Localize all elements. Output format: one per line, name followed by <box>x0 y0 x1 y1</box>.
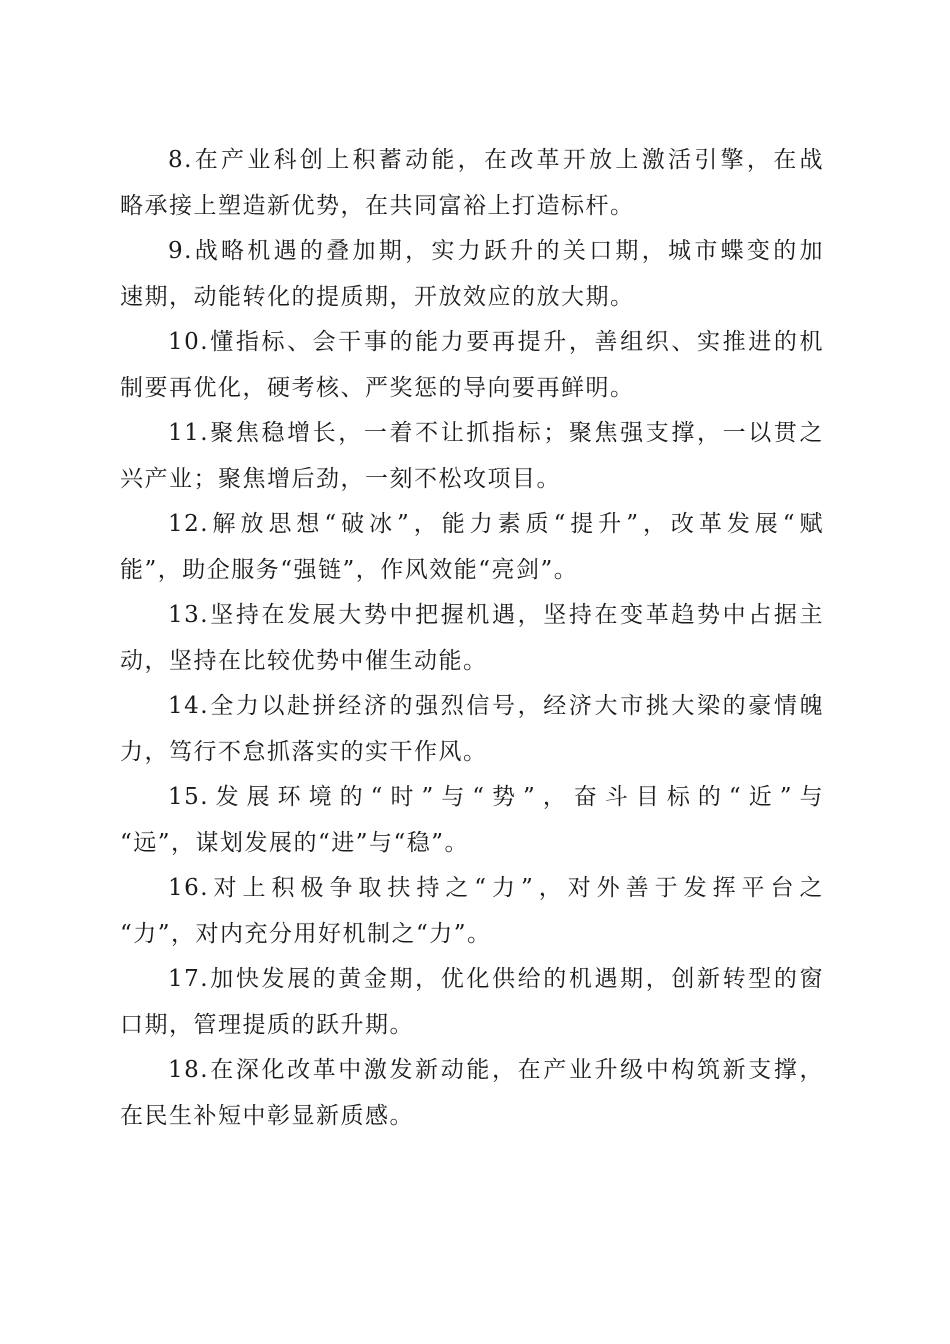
paragraph-line: 兴产业；聚焦增后劲，一刻不松攻项目。 <box>120 465 561 492</box>
paragraph-line: 速期，动能转化的提质期，开放效应的放大期。 <box>120 283 635 310</box>
paragraph-16 <box>120 866 824 957</box>
paragraph-line: 在民生补短中彰显新质感。 <box>120 1102 414 1129</box>
paragraph-line: “远”，谋划发展的“进”与“稳”。 <box>120 829 470 856</box>
paragraph-line: 11.聚焦稳增长，一着不让抓指标；聚焦强支撑，一以贯之 <box>168 420 824 446</box>
paragraph-15 <box>120 775 824 866</box>
paragraph-line: 8.在产业科创上积蓄动能，在改革开放上激活引擎，在战 <box>168 147 824 173</box>
paragraph-13 <box>120 593 824 684</box>
paragraph-17 <box>120 957 824 1048</box>
paragraph-11 <box>120 411 824 502</box>
paragraph-12 <box>120 502 824 593</box>
paragraph-line: 口期，管理提质的跃升期。 <box>120 1011 414 1038</box>
paragraph-line: 略承接上塑造新优势，在共同富裕上打造标杆。 <box>120 192 635 219</box>
paragraph-line: 13.坚持在发展大势中把握机遇，坚持在变革趋势中占据主 <box>168 602 824 628</box>
paragraph-line: 9.战略机遇的叠加期，实力跃升的关口期，城市蝶变的加 <box>168 238 824 264</box>
paragraph-14 <box>120 684 824 775</box>
paragraph-9 <box>120 229 824 320</box>
paragraph-line: 制要再优化，硬考核、严奖惩的导向要再鲜明。 <box>120 374 635 401</box>
paragraph-line: 15.发展环境的“时”与“势”，奋斗目标的“近”与 <box>168 784 824 810</box>
paragraph-8 <box>120 138 824 229</box>
paragraph-line: 12.解放思想“破冰”，能力素质“提升”，改革发展“赋 <box>168 511 824 537</box>
paragraph-10 <box>120 320 824 411</box>
paragraph-line: 18.在深化改革中激发新动能，在产业升级中构筑新支撑， <box>168 1057 824 1083</box>
paragraph-line: 力，笃行不怠抓落实的实干作风。 <box>120 738 488 765</box>
paragraph-line: 16.对上积极争取扶持之“力”，对外善于发挥平台之 <box>168 875 824 901</box>
paragraph-line: 动，坚持在比较优势中催生动能。 <box>120 647 488 674</box>
paragraph-line: 10.懂指标、会干事的能力要再提升，善组织、实推进的机 <box>168 329 824 355</box>
paragraph-line: 14.全力以赴拼经济的强烈信号，经济大市挑大梁的豪情魄 <box>168 693 824 719</box>
paragraph-line: “力”，对内充分用好机制之“力”。 <box>120 920 492 947</box>
paragraph-18 <box>120 1048 824 1139</box>
paragraph-line: 能”，助企服务“强链”，作风效能“亮剑”。 <box>120 556 579 583</box>
document-body <box>120 138 824 1139</box>
paragraph-line: 17.加快发展的黄金期，优化供给的机遇期，创新转型的窗 <box>168 966 824 992</box>
